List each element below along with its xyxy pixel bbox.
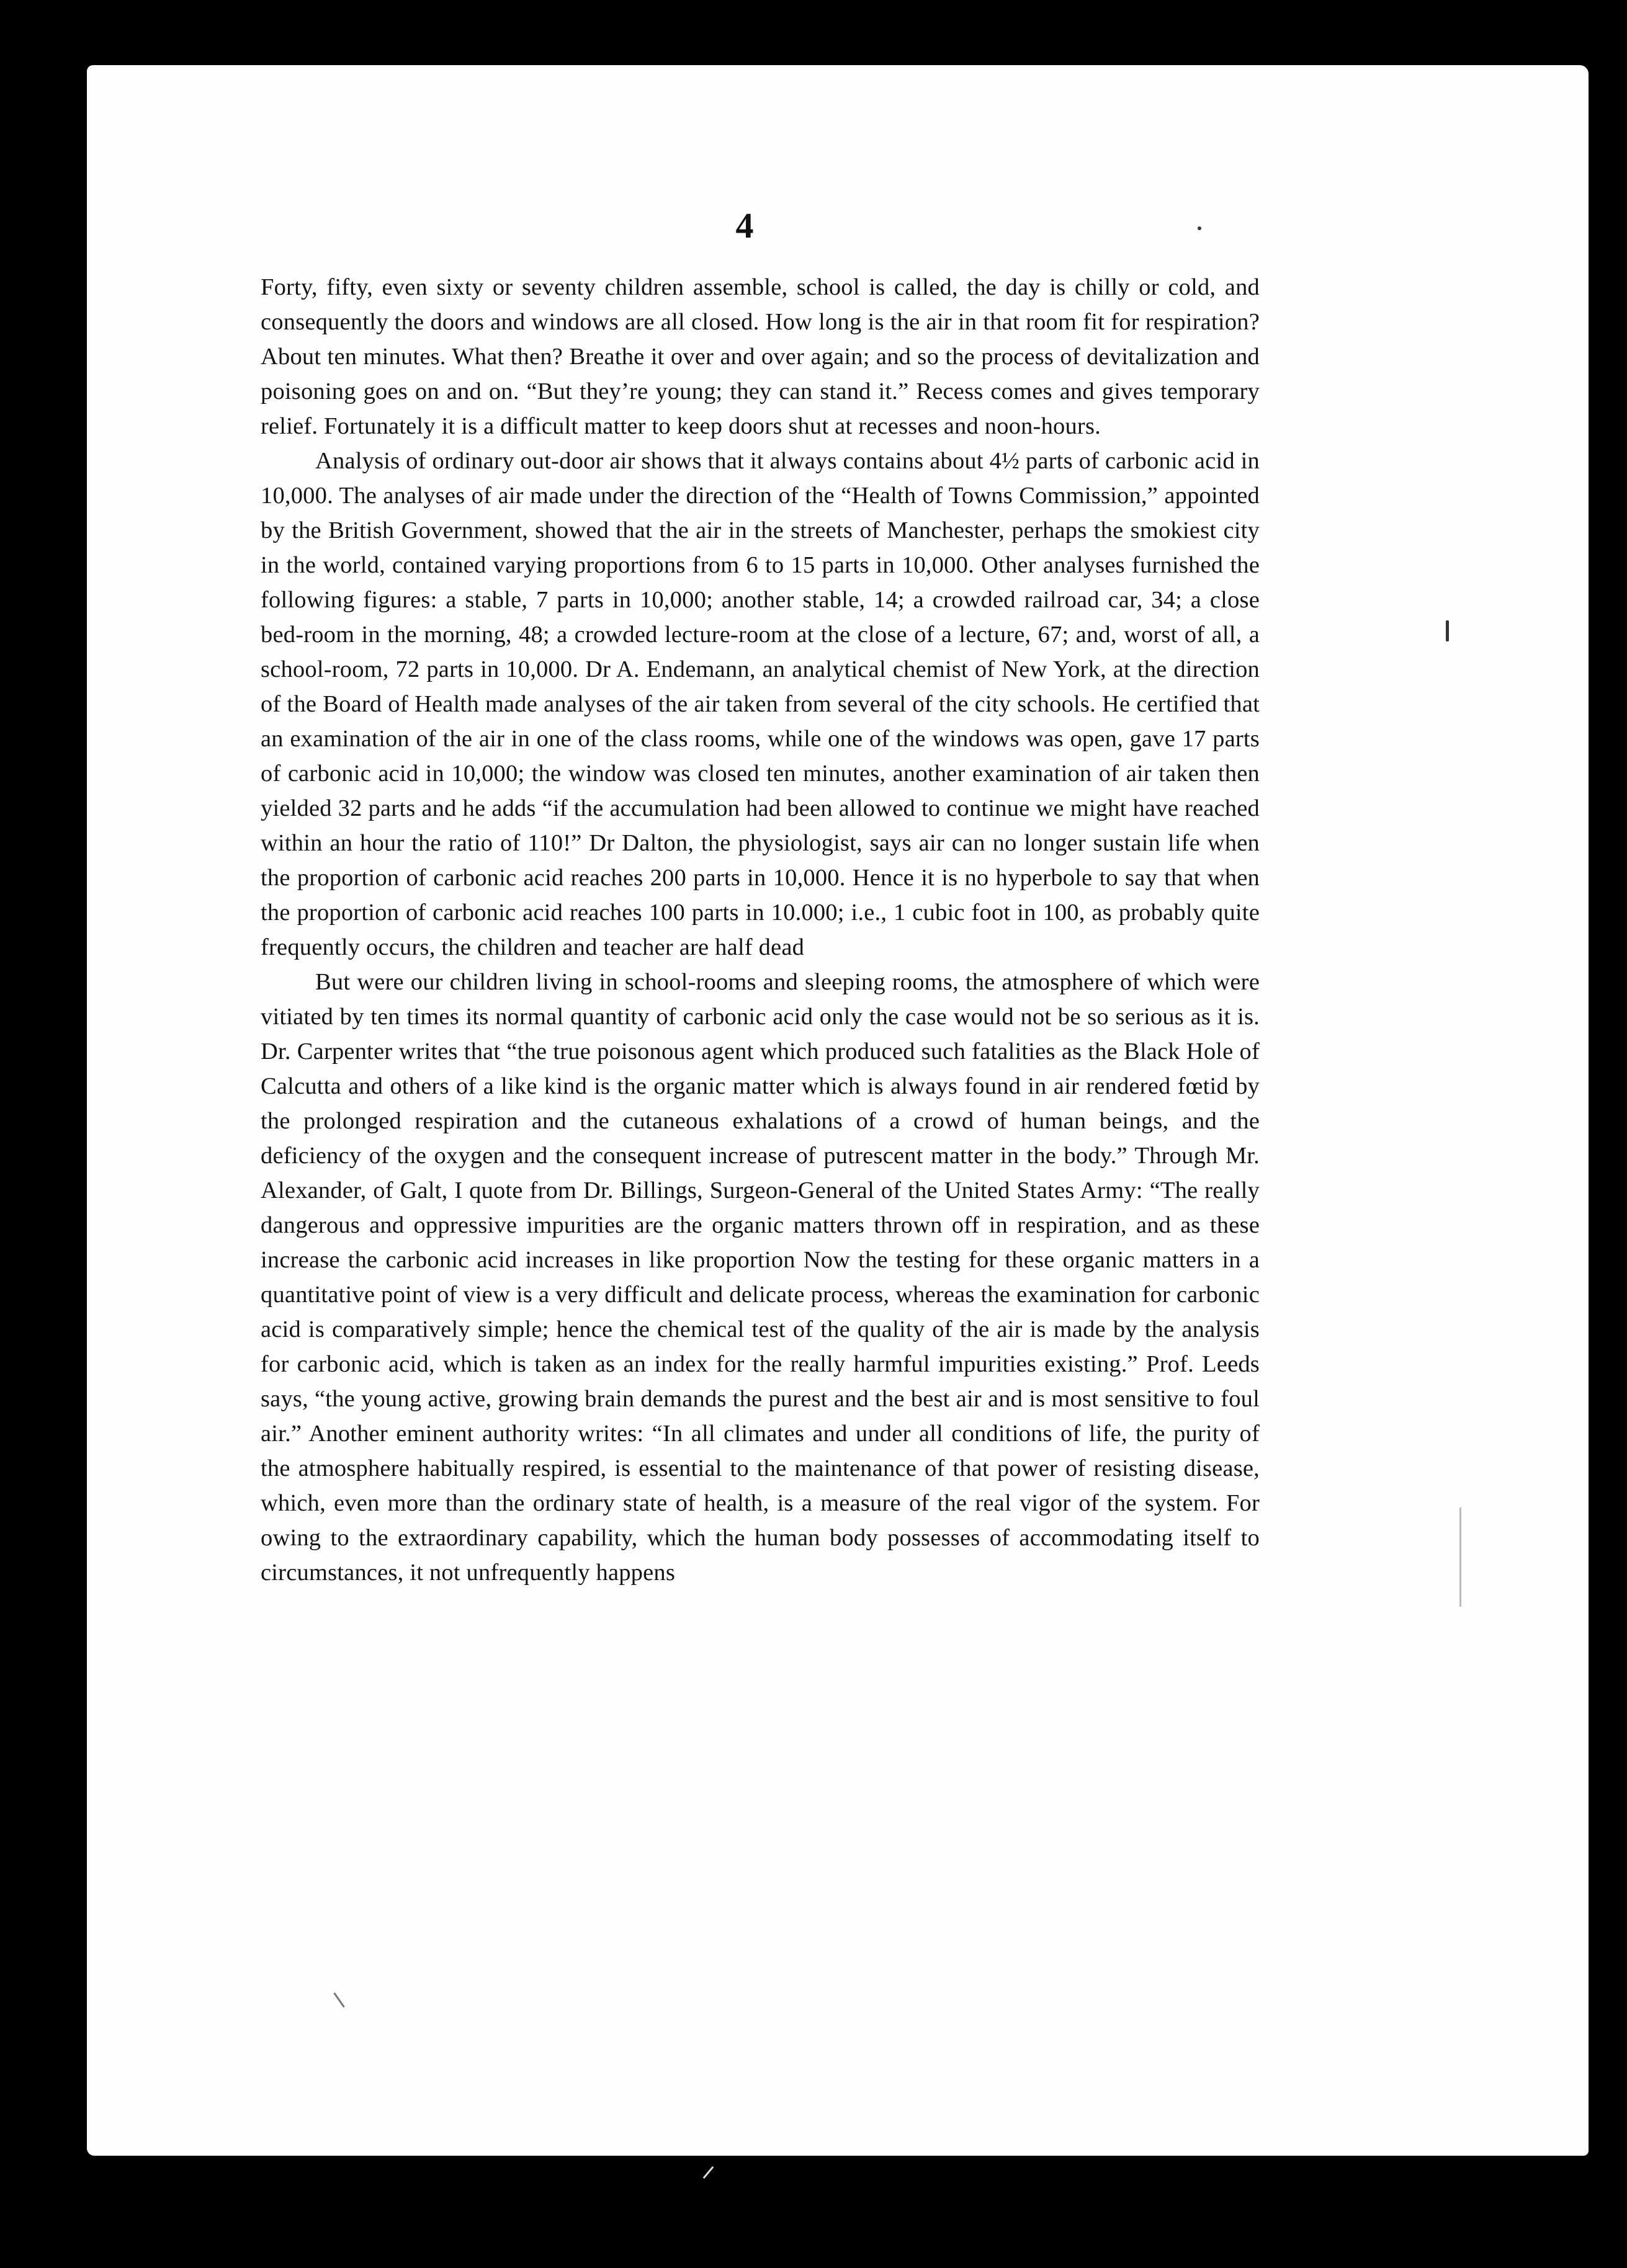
paragraph-1: Forty, fifty, even sixty or seventy children assemble, school is called, the day is chilly or cold, and consequently the doors and windows are all closed. How long is the air in that room fit for respiration? About ten minutes. What then? Breathe it over and over again; and so the process of devitalization and poisoning goes on and on. “But they’re young; they can stand it.” Recess comes and gives temporary relief. Fortunately it is a difficult matter to keep doors shut at recesses and noon-hours.: [261, 274, 1260, 439]
page-number: 4: [735, 205, 754, 246]
page-body-text: [261, 270, 1260, 1590]
scan-speck: [1459, 1507, 1461, 1607]
scan-speck: [1446, 620, 1449, 641]
scan-speck: [1198, 226, 1201, 230]
paragraph-2: Analysis of ordinary out-door air shows that it always contains about 4½ parts of carbonic acid in 10,000. The analyses of air made under the direction of the “Health of Towns Commission,” appointed by the British Government, showed that the air in the streets of Manchester, perhaps the smokiest city in the world, contained varying proportions from 6 to 15 parts in 10,000. Other analyses furnished the following figures: a stable, 7 parts in 10,000; another stable, 14; a crowded railroad car, 34; a close bed-room in the morning, 48; a crowded lecture-room at the close of a lecture, 67; and, worst of all, a school-room, 72 parts in 10,000. Dr A. Endemann, an analytical chemist of New York, at the direction of the Board of Health made analyses of the air taken from several of the city schools. He certified that an examination of the air in one of the class rooms, while one of the windows was open, gave 17 parts of carbonic acid in 10,000; the window was closed ten minutes, another examination of air taken then yielded 32 parts and he adds “if the accumulation had been allowed to continue we might have reached within an hour the ratio of 110!” Dr Dalton, the physiologist, says air can no longer sustain life when the proportion of carbonic acid reaches 200 parts in 10,000. Hence it is no hyperbole to say that when the proportion of carbonic acid reaches 100 parts in 10.000; i.e., 1 cubic foot in 100, as probably quite frequently occurs, the children and teacher are half dead: [261, 448, 1260, 960]
scan-speck: [703, 2166, 714, 2179]
paragraph-3: But were our children living in school-rooms and sleeping rooms, the atmosphere of which were vitiated by ten times its normal quantity of carbonic acid only the case would not be so serious as it is. Dr. Carpenter writes that “the true poisonous agent which produced such fatalities as the Black Hole of Calcutta and others of a like kind is the organic matter which is always found in air rendered fœtid by the prolonged respiration and the cutaneous exhalations of a crowd of human beings, and the deficiency of the oxygen and the consequent increase of putrescent matter in the body.” Through Mr. Alexander, of Galt, I quote from Dr. Billings, Surgeon-General of the United States Army: “The really dangerous and oppressive impurities are the organic matters thrown off in respiration, and as these increase the carbonic acid increases in like proportion Now the testing for these organic matters in a quantitative point of view is a very difficult and delicate process, whereas the examination for carbonic acid is comparatively simple; hence the chemical test of the quality of the air is made by the analysis for carbonic acid, which is taken as an index for the really harmful impurities existing.” Prof. Leeds says, “the young active, growing brain demands the purest and the best air and is most sensitive to foul air.” Another eminent authority writes: “In all climates and under all conditions of life, the purity of the atmosphere habitually respired, is essential to the maintenance of that power of resisting disease, which, even more than the ordinary state of health, is a measure of the real vigor of the system. For owing to the extraordinary capability, which the human body possesses of accommodating itself to circumstances, it not unfrequently happens: [261, 969, 1260, 1586]
